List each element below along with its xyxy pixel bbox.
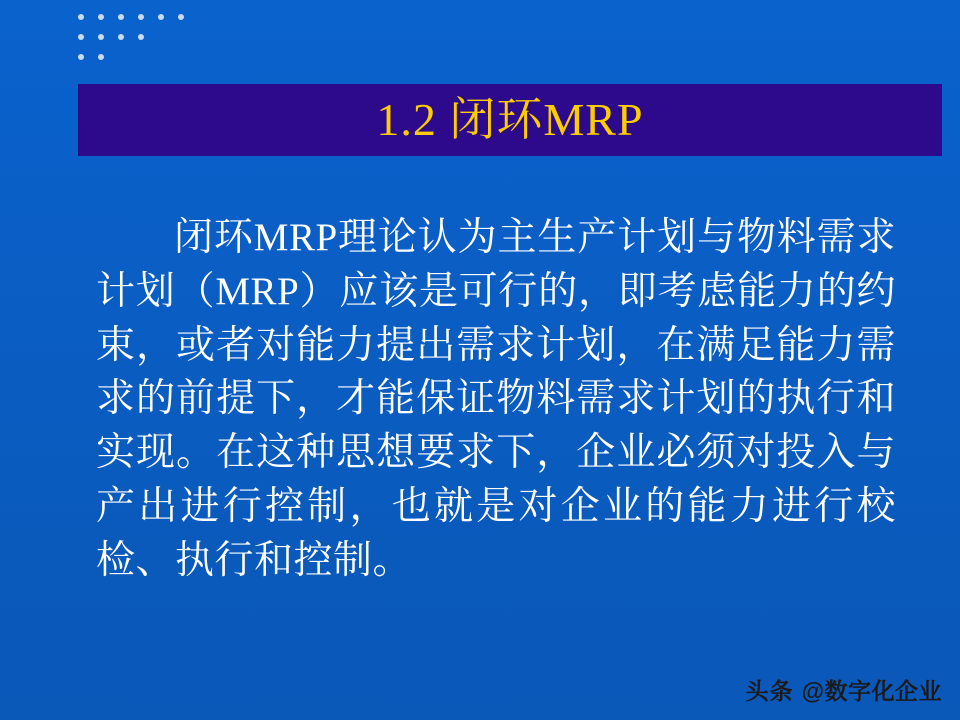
dot-grid-icon: [78, 10, 198, 80]
watermark-label: @数字化企业: [801, 678, 942, 704]
slide-title-band: [78, 84, 942, 156]
page-title: 1.2 闭环MRP: [376, 94, 644, 145]
watermark-logo: 头条: [745, 678, 794, 704]
watermark: [746, 673, 942, 706]
slide-body: [96, 172, 896, 627]
body-paragraph: 闭环MRP理论认为主生产计划与物料需求计划（MRP）应该是可行的，即考虑能力的约束，或者对能力提出需求计划，在满足能力需求的前提下，才能保证物料需求计划的执行和实现。在这种思想要求下，企业必须对投入与产出进行控制，也就是对企业的能力进行校检、执行和控制。: [96, 216, 896, 582]
